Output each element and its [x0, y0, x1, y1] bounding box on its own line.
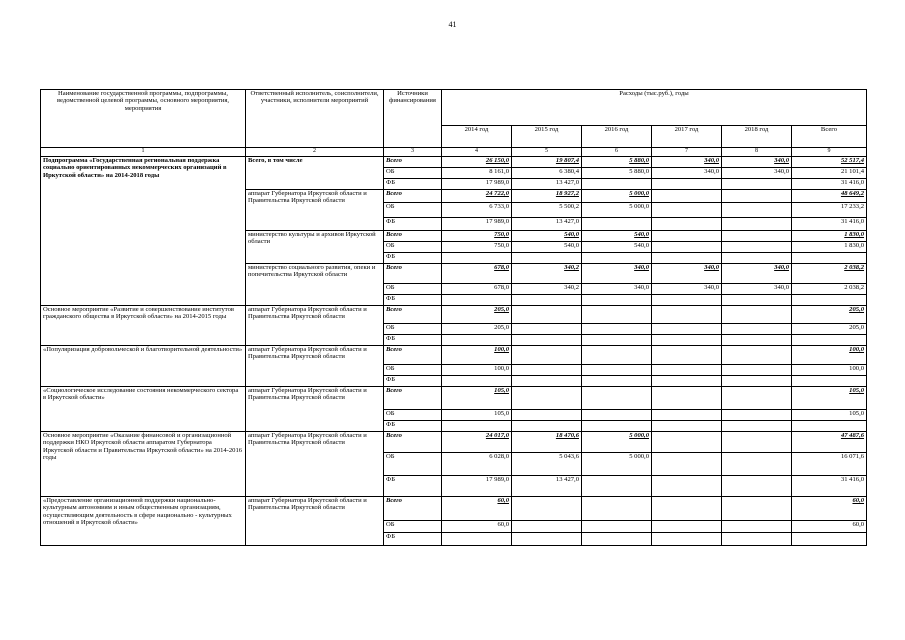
header-total: Всего — [792, 126, 867, 148]
funding-source-cell: Всего — [384, 231, 442, 242]
year-value-cell: 5 000,0 — [582, 432, 652, 453]
total-value-cell: 205,0 — [792, 306, 867, 324]
year-value-cell — [652, 346, 722, 365]
year-value-cell — [722, 476, 792, 497]
program-name-cell: Основное мероприятие «Оказание финансовой и организационной поддержки НКО Иркутской области аппаратом Губернатора Иркутской области и Правительства Иркутской области» на 2014-2016 годы — [41, 432, 246, 497]
year-value-cell — [652, 190, 722, 203]
year-value-cell — [652, 421, 722, 432]
year-value-cell — [582, 410, 652, 421]
year-value-cell: 340,2 — [512, 284, 582, 295]
funding-source-cell: ОБ — [384, 168, 442, 179]
year-value-cell — [442, 295, 512, 306]
total-value-cell: 48 649,2 — [792, 190, 867, 203]
year-value-cell — [582, 521, 652, 533]
year-value-cell — [722, 295, 792, 306]
header-year: 2017 год — [652, 126, 722, 148]
total-value-cell — [792, 295, 867, 306]
year-value-cell: 678,0 — [442, 284, 512, 295]
responsible-cell: аппарат Губернатора Иркутской области и Правительства Иркутской области — [246, 432, 384, 497]
total-value-cell: 1 830,0 — [792, 231, 867, 242]
total-value-cell: 2 038,2 — [792, 284, 867, 295]
year-value-cell — [582, 218, 652, 231]
total-value-cell: 2 038,2 — [792, 264, 867, 284]
total-value-cell: 100,0 — [792, 346, 867, 365]
funding-source-cell: ОБ — [384, 203, 442, 218]
table-row-total — [41, 346, 867, 365]
funding-source-cell: ОБ — [384, 453, 442, 476]
year-value-cell: 105,0 — [442, 410, 512, 421]
program-name-cell: «Предоставление организационной поддержки национально-культурным автономиям и иным общественным организациям, осуществляющим деятельность в сфере национально - культурных отношений в Иркутской области» — [41, 497, 246, 546]
year-value-cell: 750,0 — [442, 242, 512, 253]
total-value-cell: 60,0 — [792, 497, 867, 521]
table-row-total — [41, 157, 867, 168]
year-value-cell — [582, 306, 652, 324]
year-value-cell — [582, 497, 652, 521]
year-value-cell — [652, 387, 722, 410]
table-row-total — [41, 387, 867, 410]
year-value-cell — [512, 324, 582, 335]
year-value-cell — [582, 421, 652, 432]
year-value-cell — [652, 432, 722, 453]
year-value-cell: 340,0 — [652, 284, 722, 295]
total-value-cell — [792, 253, 867, 264]
year-value-cell — [652, 410, 722, 421]
funding-source-cell: ФБ — [384, 179, 442, 190]
year-value-cell — [722, 346, 792, 365]
year-value-cell: 5 880,0 — [582, 168, 652, 179]
funding-source-cell: ФБ — [384, 295, 442, 306]
year-value-cell — [722, 521, 792, 533]
funding-source-cell: Всего — [384, 387, 442, 410]
year-value-cell — [722, 376, 792, 387]
total-value-cell — [792, 533, 867, 546]
column-index: 8 — [722, 148, 792, 157]
year-value-cell: 60,0 — [442, 497, 512, 521]
responsible-cell: Всего, в том числе — [246, 157, 384, 190]
year-value-cell — [652, 179, 722, 190]
year-value-cell: 105,0 — [442, 387, 512, 410]
year-value-cell: 100,0 — [442, 346, 512, 365]
column-index: 3 — [384, 148, 442, 157]
year-value-cell — [722, 324, 792, 335]
year-value-cell — [652, 218, 722, 231]
header-name: Наименование государственной программы, подпрограммы, ведомственной целевой программы, основного мероприятия, мероприятия — [41, 90, 246, 148]
funding-source-cell: Всего — [384, 190, 442, 203]
total-value-cell: 31 416,0 — [792, 218, 867, 231]
year-value-cell — [512, 346, 582, 365]
year-value-cell: 18 470,6 — [512, 432, 582, 453]
year-value-cell — [652, 497, 722, 521]
program-name-cell: «Популяризация добровольческой и благотворительной деятельности» — [41, 346, 246, 387]
year-value-cell — [512, 410, 582, 421]
total-value-cell: 47 487,6 — [792, 432, 867, 453]
header-expenses: Расходы (тыс.руб.), годы — [442, 90, 867, 126]
year-value-cell — [652, 324, 722, 335]
year-value-cell: 5 000,0 — [582, 203, 652, 218]
program-name-cell: Подпрограмма «Государственная региональная поддержка социально ориентированных некоммерческих организаций в Иркутской области» на 2014-2018 годы — [41, 157, 246, 306]
year-value-cell — [512, 497, 582, 521]
year-value-cell: 340,0 — [722, 284, 792, 295]
year-value-cell — [582, 253, 652, 264]
total-value-cell: 21 101,4 — [792, 168, 867, 179]
funding-source-cell: ФБ — [384, 376, 442, 387]
year-value-cell — [652, 203, 722, 218]
column-index-row — [41, 148, 867, 157]
funding-source-cell: Всего — [384, 306, 442, 324]
funding-source-cell: ФБ — [384, 476, 442, 497]
year-value-cell: 340,0 — [722, 264, 792, 284]
total-value-cell — [792, 376, 867, 387]
year-value-cell — [722, 432, 792, 453]
funding-source-cell: Всего — [384, 497, 442, 521]
header-responsible: Ответственный исполнитель, соисполнители, участники, исполнители мероприятий — [246, 90, 384, 148]
year-value-cell — [722, 218, 792, 231]
year-value-cell — [722, 179, 792, 190]
year-value-cell: 6 380,4 — [512, 168, 582, 179]
column-index: 6 — [582, 148, 652, 157]
expenditure-table — [40, 89, 867, 546]
year-value-cell: 5 000,0 — [582, 453, 652, 476]
funding-source-cell: ФБ — [384, 253, 442, 264]
total-value-cell — [792, 421, 867, 432]
year-value-cell — [652, 521, 722, 533]
year-value-cell — [722, 421, 792, 432]
total-value-cell: 205,0 — [792, 324, 867, 335]
year-value-cell — [652, 253, 722, 264]
year-value-cell — [582, 346, 652, 365]
year-value-cell — [512, 295, 582, 306]
year-value-cell — [722, 497, 792, 521]
year-value-cell: 24 722,0 — [442, 190, 512, 203]
column-index: 2 — [246, 148, 384, 157]
year-value-cell: 340,0 — [722, 157, 792, 168]
year-value-cell: 340,2 — [512, 264, 582, 284]
column-index: 9 — [792, 148, 867, 157]
year-value-cell: 678,0 — [442, 264, 512, 284]
year-value-cell — [722, 453, 792, 476]
responsible-cell: аппарат Губернатора Иркутской области и Правительства Иркутской области — [246, 497, 384, 546]
year-value-cell — [652, 365, 722, 376]
year-value-cell — [722, 231, 792, 242]
funding-source-cell: Всего — [384, 264, 442, 284]
year-value-cell: 19 807,4 — [512, 157, 582, 168]
year-value-cell — [722, 410, 792, 421]
table-row-total — [41, 497, 867, 521]
year-value-cell: 17 989,0 — [442, 179, 512, 190]
year-value-cell — [442, 376, 512, 387]
year-value-cell — [512, 387, 582, 410]
year-value-cell: 340,0 — [722, 168, 792, 179]
year-value-cell — [512, 376, 582, 387]
funding-source-cell: ФБ — [384, 533, 442, 546]
year-value-cell — [722, 533, 792, 546]
column-index: 1 — [41, 148, 246, 157]
year-value-cell: 100,0 — [442, 365, 512, 376]
year-value-cell — [512, 306, 582, 324]
program-name-cell: Основное мероприятие «Развитие и совершенствование институтов гражданского общества в Иркутской области» на 2014-2015 годы — [41, 306, 246, 346]
responsible-cell: аппарат Губернатора Иркутской области и Правительства Иркутской области — [246, 306, 384, 346]
year-value-cell — [442, 335, 512, 346]
funding-source-cell: ФБ — [384, 335, 442, 346]
year-value-cell — [582, 533, 652, 546]
year-value-cell — [652, 453, 722, 476]
year-value-cell: 540,0 — [512, 242, 582, 253]
program-name-cell: «Социологическое исследование состояния некоммерческого сектора в Иркутской области» — [41, 387, 246, 432]
responsible-cell: министерство социального развития, опеки и попечительства Иркутской области — [246, 264, 384, 306]
funding-source-cell: ФБ — [384, 218, 442, 231]
year-value-cell — [722, 365, 792, 376]
total-value-cell: 31 416,0 — [792, 476, 867, 497]
year-value-cell — [512, 365, 582, 376]
year-value-cell — [652, 335, 722, 346]
page-number: 41 — [448, 20, 457, 29]
year-value-cell — [582, 335, 652, 346]
year-value-cell — [722, 190, 792, 203]
responsible-cell: министерство культуры и архивов Иркутской области — [246, 231, 384, 264]
year-value-cell: 17 989,0 — [442, 218, 512, 231]
year-value-cell: 8 161,0 — [442, 168, 512, 179]
responsible-cell: аппарат Губернатора Иркутской области и Правительства Иркутской области — [246, 387, 384, 432]
year-value-cell: 540,0 — [512, 231, 582, 242]
year-value-cell — [582, 365, 652, 376]
year-value-cell — [722, 387, 792, 410]
funding-source-cell: Всего — [384, 432, 442, 453]
funding-source-cell: Всего — [384, 157, 442, 168]
header-row — [41, 90, 867, 126]
year-value-cell — [652, 306, 722, 324]
year-value-cell — [652, 231, 722, 242]
funding-source-cell: ОБ — [384, 242, 442, 253]
year-value-cell: 540,0 — [582, 242, 652, 253]
column-index: 7 — [652, 148, 722, 157]
funding-source-cell: ОБ — [384, 284, 442, 295]
year-value-cell — [652, 242, 722, 253]
year-value-cell: 13 427,0 — [512, 179, 582, 190]
year-value-cell: 6 028,0 — [442, 453, 512, 476]
year-value-cell — [652, 476, 722, 497]
funding-source-cell: Всего — [384, 346, 442, 365]
total-value-cell: 105,0 — [792, 387, 867, 410]
year-value-cell — [722, 335, 792, 346]
year-value-cell — [442, 533, 512, 546]
table-row-total — [41, 306, 867, 324]
year-value-cell: 340,0 — [652, 264, 722, 284]
responsible-cell: аппарат Губернатора Иркутской области и Правительства Иркутской области — [246, 346, 384, 387]
year-value-cell: 750,0 — [442, 231, 512, 242]
year-value-cell: 340,0 — [582, 284, 652, 295]
year-value-cell — [652, 295, 722, 306]
year-value-cell — [722, 203, 792, 218]
header-year: 2018 год — [722, 126, 792, 148]
column-index: 5 — [512, 148, 582, 157]
year-value-cell: 6 733,0 — [442, 203, 512, 218]
year-value-cell: 340,0 — [652, 157, 722, 168]
column-index: 4 — [442, 148, 512, 157]
year-value-cell: 17 989,0 — [442, 476, 512, 497]
year-value-cell — [582, 179, 652, 190]
funding-source-cell: ОБ — [384, 365, 442, 376]
year-value-cell: 205,0 — [442, 306, 512, 324]
year-value-cell — [512, 521, 582, 533]
funding-source-cell: ФБ — [384, 421, 442, 432]
year-value-cell — [442, 421, 512, 432]
year-value-cell: 5 000,0 — [582, 190, 652, 203]
year-value-cell — [652, 533, 722, 546]
total-value-cell: 31 416,0 — [792, 179, 867, 190]
table-row-total — [41, 432, 867, 453]
year-value-cell — [512, 421, 582, 432]
total-value-cell: 16 071,6 — [792, 453, 867, 476]
total-value-cell: 60,0 — [792, 521, 867, 533]
year-value-cell: 340,0 — [652, 168, 722, 179]
header-year: 2014 год — [442, 126, 512, 148]
year-value-cell — [582, 376, 652, 387]
year-value-cell — [652, 376, 722, 387]
year-value-cell — [442, 253, 512, 264]
year-value-cell: 18 927,2 — [512, 190, 582, 203]
year-value-cell — [722, 253, 792, 264]
year-value-cell: 340,0 — [582, 264, 652, 284]
funding-source-cell: ОБ — [384, 521, 442, 533]
funding-source-cell: ОБ — [384, 324, 442, 335]
total-value-cell: 100,0 — [792, 365, 867, 376]
year-value-cell — [512, 253, 582, 264]
total-value-cell: 105,0 — [792, 410, 867, 421]
total-value-cell: 1 830,0 — [792, 242, 867, 253]
year-value-cell: 205,0 — [442, 324, 512, 335]
year-value-cell — [582, 476, 652, 497]
year-value-cell: 5 043,6 — [512, 453, 582, 476]
year-value-cell — [722, 306, 792, 324]
year-value-cell: 540,0 — [582, 231, 652, 242]
header-year: 2015 год — [512, 126, 582, 148]
year-value-cell — [582, 295, 652, 306]
year-value-cell: 26 150,0 — [442, 157, 512, 168]
total-value-cell — [792, 335, 867, 346]
header-year: 2016 год — [582, 126, 652, 148]
year-value-cell — [512, 335, 582, 346]
year-value-cell: 5 880,0 — [582, 157, 652, 168]
header-sources: Источники финансирования — [384, 90, 442, 148]
year-value-cell: 5 500,2 — [512, 203, 582, 218]
year-value-cell: 24 017,0 — [442, 432, 512, 453]
responsible-cell: аппарат Губернатора Иркутской области и Правительства Иркутской области — [246, 190, 384, 231]
year-value-cell: 13 427,0 — [512, 476, 582, 497]
year-value-cell — [722, 242, 792, 253]
year-value-cell — [582, 387, 652, 410]
year-value-cell: 60,0 — [442, 521, 512, 533]
funding-source-cell: ОБ — [384, 410, 442, 421]
year-value-cell: 13 427,0 — [512, 218, 582, 231]
total-value-cell: 52 517,4 — [792, 157, 867, 168]
year-value-cell — [582, 324, 652, 335]
total-value-cell: 17 233,2 — [792, 203, 867, 218]
year-value-cell — [512, 533, 582, 546]
